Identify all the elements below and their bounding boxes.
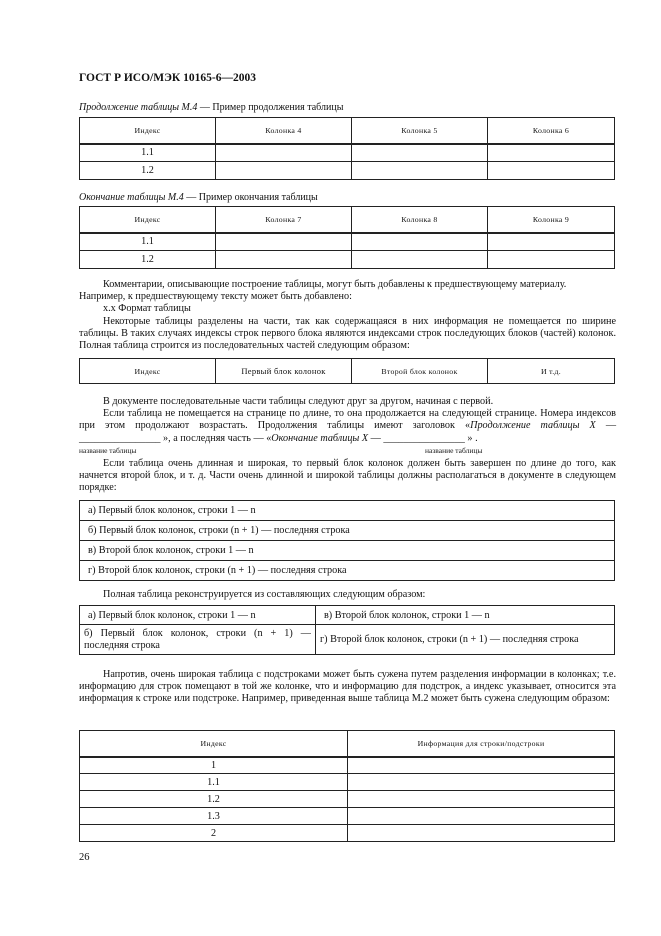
table-cell: в) Второй блок колонок, строки 1 — n (80, 541, 615, 561)
table-cell: 1.1 (80, 774, 348, 791)
continuation-table (79, 117, 615, 180)
table2-caption: Окончание таблицы М.4 — Пример окончания таблицы (79, 192, 318, 203)
table-header-cell: Колонка 8 (352, 207, 488, 233)
table-cell: 1 (80, 757, 348, 774)
ending-table (79, 206, 615, 269)
table-cell: 1.2 (80, 791, 348, 808)
table-cell: в) Второй блок колонок, строки 1 — n (316, 606, 615, 625)
table-header-cell: Колонка 7 (216, 207, 352, 233)
table-cell: Первый блок колонок (216, 359, 352, 384)
table-header-cell: Колонка 9 (488, 207, 615, 233)
table-header-cell: Индекс (80, 118, 216, 144)
table-cell: б) Первый блок колонок, строки (n + 1) — последняя строка (80, 625, 316, 655)
table-cell: 1.2 (80, 251, 216, 269)
paragraph-comments: Комментарии, описывающие построение таблицы, могут быть добавлены к предшествующему материалу. Например, к предшествующему тексту может быть добавлено: x.x Формат таблицы Некоторые таблицы разделены на части, так как содержащаяся в них информация не помещается по ширине таблицы. В таких случаях индексы строк первого блока являются индексами строк последующих блоков (частей) колонок. Полная таблица строится из последовательных частей следующим образом: (79, 279, 616, 352)
table-cell: 2 (80, 825, 348, 842)
table-cell: Индекс (80, 359, 216, 384)
table-header-cell: Индекс (80, 207, 216, 233)
table-header-cell: Колонка 5 (352, 118, 488, 144)
table1-caption: Продолжение таблицы М.4 — Пример продолжения таблицы (79, 102, 344, 113)
table-cell: г) Второй блок колонок, строки (n + 1) — последняя строка (80, 561, 615, 581)
document-header: ГОСТ Р ИСО/МЭК 10165-6—2003 (79, 72, 256, 84)
table-header-cell: Индекс (80, 731, 348, 757)
table-cell: 1.3 (80, 808, 348, 825)
table-cell: 1.2 (80, 162, 216, 180)
table-cell: 1.1 (80, 144, 216, 162)
blocks-table (79, 358, 615, 384)
table-header-cell: Колонка 6 (488, 118, 615, 144)
paragraph-sequence: В документе последовательные части таблицы следуют друг за другом, начиная с первой. Если таблица не помещается на странице по длине, то она продолжается на следующей странице. Номера индексов при этом продолжают возрастать. Продолжения таблицы имеют заголовок «Продолжение таблицы X — ________________ », а последняя часть — «Окончание таблицы X — ________________ » . (79, 396, 617, 444)
table-cell: а) Первый блок колонок, строки 1 — n (80, 501, 615, 521)
table-cell: И т.д. (488, 359, 615, 384)
narrowed-table (79, 730, 615, 842)
table-cell: а) Первый блок колонок, строки 1 — n (80, 606, 316, 625)
table-name-label: название таблицы (425, 446, 483, 455)
page-number: 26 (79, 852, 90, 863)
table-name-label: название таблицы (79, 446, 137, 455)
paragraph-narrowing: Напротив, очень широкая таблица с подстроками может быть сужена путем разделения информации в колонках; т.е. информацию для строк помещают в той же колонке, что и информацию для подстрок, а индекс указывает, относится эта информация к строке или подстроке. Например, приведенная выше таблица М.2 может быть сужена следующим образом: (79, 669, 616, 705)
order-list-table (79, 500, 615, 581)
reconstruction-table (79, 605, 615, 655)
table-cell: 1.1 (80, 233, 216, 251)
paragraph-long-wide: Если таблица очень длинная и широкая, то первый блок колонок должен быть завершен по длине до того, как начнется второй блок, и т. д. Части очень длинной и широкой таблицы должны располагаться в документе в следующем порядке: (79, 458, 616, 494)
table-cell: г) Второй блок колонок, строки (n + 1) — последняя строка (316, 625, 615, 655)
table-header-cell: Колонка 4 (216, 118, 352, 144)
table-cell: б) Первый блок колонок, строки (n + 1) — последняя строка (80, 521, 615, 541)
table-cell: Второй блок колонок (352, 359, 488, 384)
paragraph-reconstruct: Полная таблица реконструируется из составляющих следующим образом: (103, 589, 426, 600)
table-header-cell: Информация для строки/подстроки (348, 731, 615, 757)
